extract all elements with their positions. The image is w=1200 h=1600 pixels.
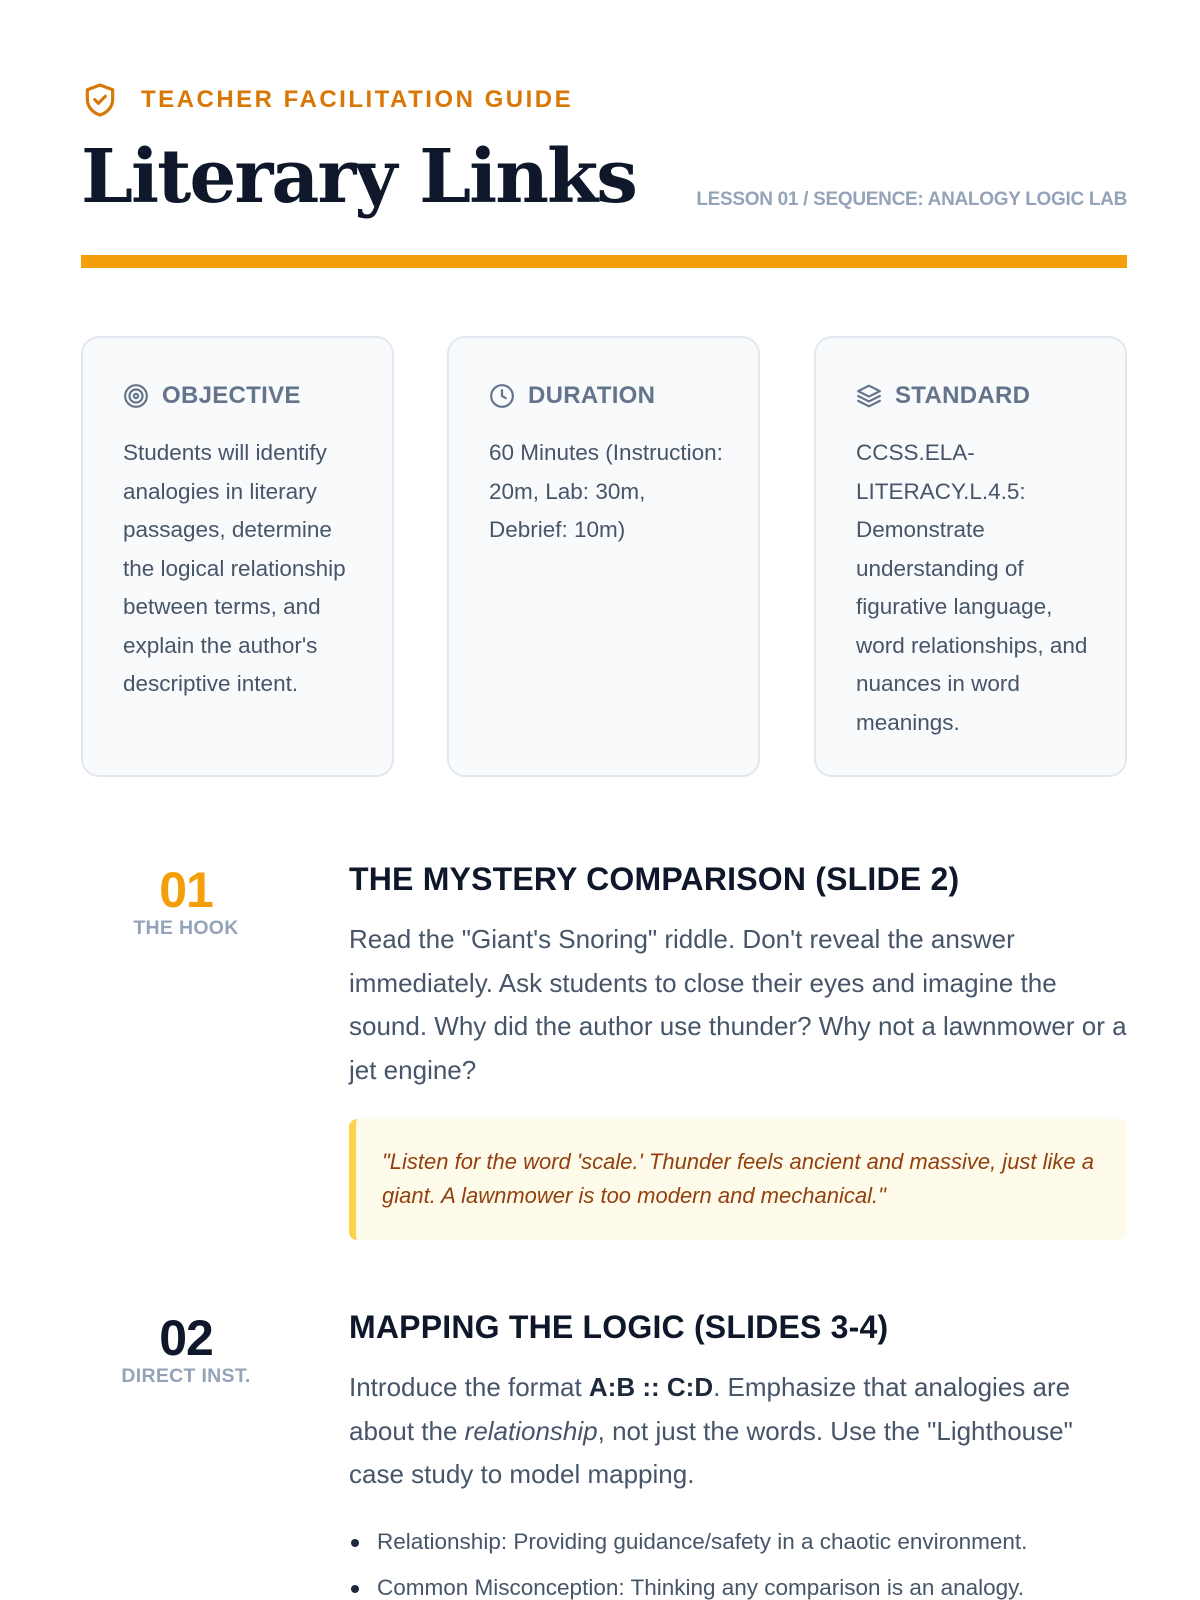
standard-card — [814, 336, 1127, 777]
step-tag: THE HOOK — [133, 917, 239, 939]
lesson-overview-cards — [81, 336, 1127, 777]
card-header — [489, 381, 728, 411]
shield-check-icon — [81, 81, 119, 119]
description-text: . Emphasize that analogies are about the — [349, 1372, 1071, 1446]
objective-card — [81, 336, 394, 777]
step-number: 01 — [159, 862, 213, 918]
bullet-icon — [351, 1585, 359, 1593]
card-body: 60 Minutes (Instruction: 20m, Lab: 30m, Debrief: 10m) — [489, 440, 723, 542]
card-header — [856, 381, 1095, 411]
emphasis-word: relationship — [464, 1415, 598, 1446]
callout-quote: "Listen for the word 'scale.' Thunder feels ancient and massive, just like a giant. A lawnmower is too modern and mechanical." — [382, 1149, 1095, 1208]
step-title: THE MYSTERY COMPARISON (SLIDE 2) — [349, 861, 960, 897]
page-title: Literary Links — [81, 134, 636, 220]
key-points-list — [349, 1519, 1127, 1600]
step-tag: DIRECT INST. — [121, 1365, 251, 1387]
card-body: CCSS.ELA-LITERACY.L.4.5: Demonstrate understanding of figurative language, word relationships, and nuances in word meanings. — [856, 440, 1088, 735]
guide-type-label: TEACHER FACILITATION GUIDE — [141, 86, 574, 113]
list-item-text: Relationship: Providing guidance/safety in a chaotic environment. — [377, 1529, 1028, 1554]
target-icon — [123, 383, 149, 409]
list-item-text: Common Misconception: Thinking any comparison is an analogy. — [377, 1575, 1024, 1600]
layers-icon — [856, 383, 882, 409]
list-item — [349, 1519, 1127, 1565]
analogy-format: A:B :: C:D — [588, 1372, 714, 1402]
step-description: Read the "Giant's Snoring" riddle. Don't reveal the answer immediately. Ask students to close their eyes and imagine the sound. Why did the author use thunder? Why not a lawnmower or a jet engine? — [349, 924, 1127, 1085]
step-title: MAPPING THE LOGIC (SLIDES 3-4) — [349, 1309, 889, 1345]
bullet-icon — [351, 1539, 359, 1547]
teacher-tip-callout — [349, 1119, 1127, 1240]
list-item — [349, 1565, 1127, 1600]
header-divider — [81, 255, 1127, 268]
card-body: Students will identify analogies in literary passages, determine the logical relationship between terms, and explain the author's descriptive intent. — [123, 440, 346, 696]
eyebrow — [81, 80, 573, 120]
duration-card — [447, 336, 760, 777]
card-header — [123, 381, 362, 411]
description-text: , not just the words. Use the "Lighthouse" case study to model mapping. — [349, 1415, 1073, 1489]
card-title: STANDARD — [895, 382, 1031, 409]
description-text: Introduce the format — [349, 1372, 589, 1402]
lesson-sequence-label: LESSON 01 / SEQUENCE: ANALOGY LOGIC LAB — [696, 189, 1127, 210]
step-description — [349, 1366, 1127, 1497]
card-title: DURATION — [528, 382, 656, 409]
clock-icon — [489, 383, 515, 409]
step-number: 02 — [159, 1310, 213, 1366]
card-title: OBJECTIVE — [162, 382, 301, 409]
